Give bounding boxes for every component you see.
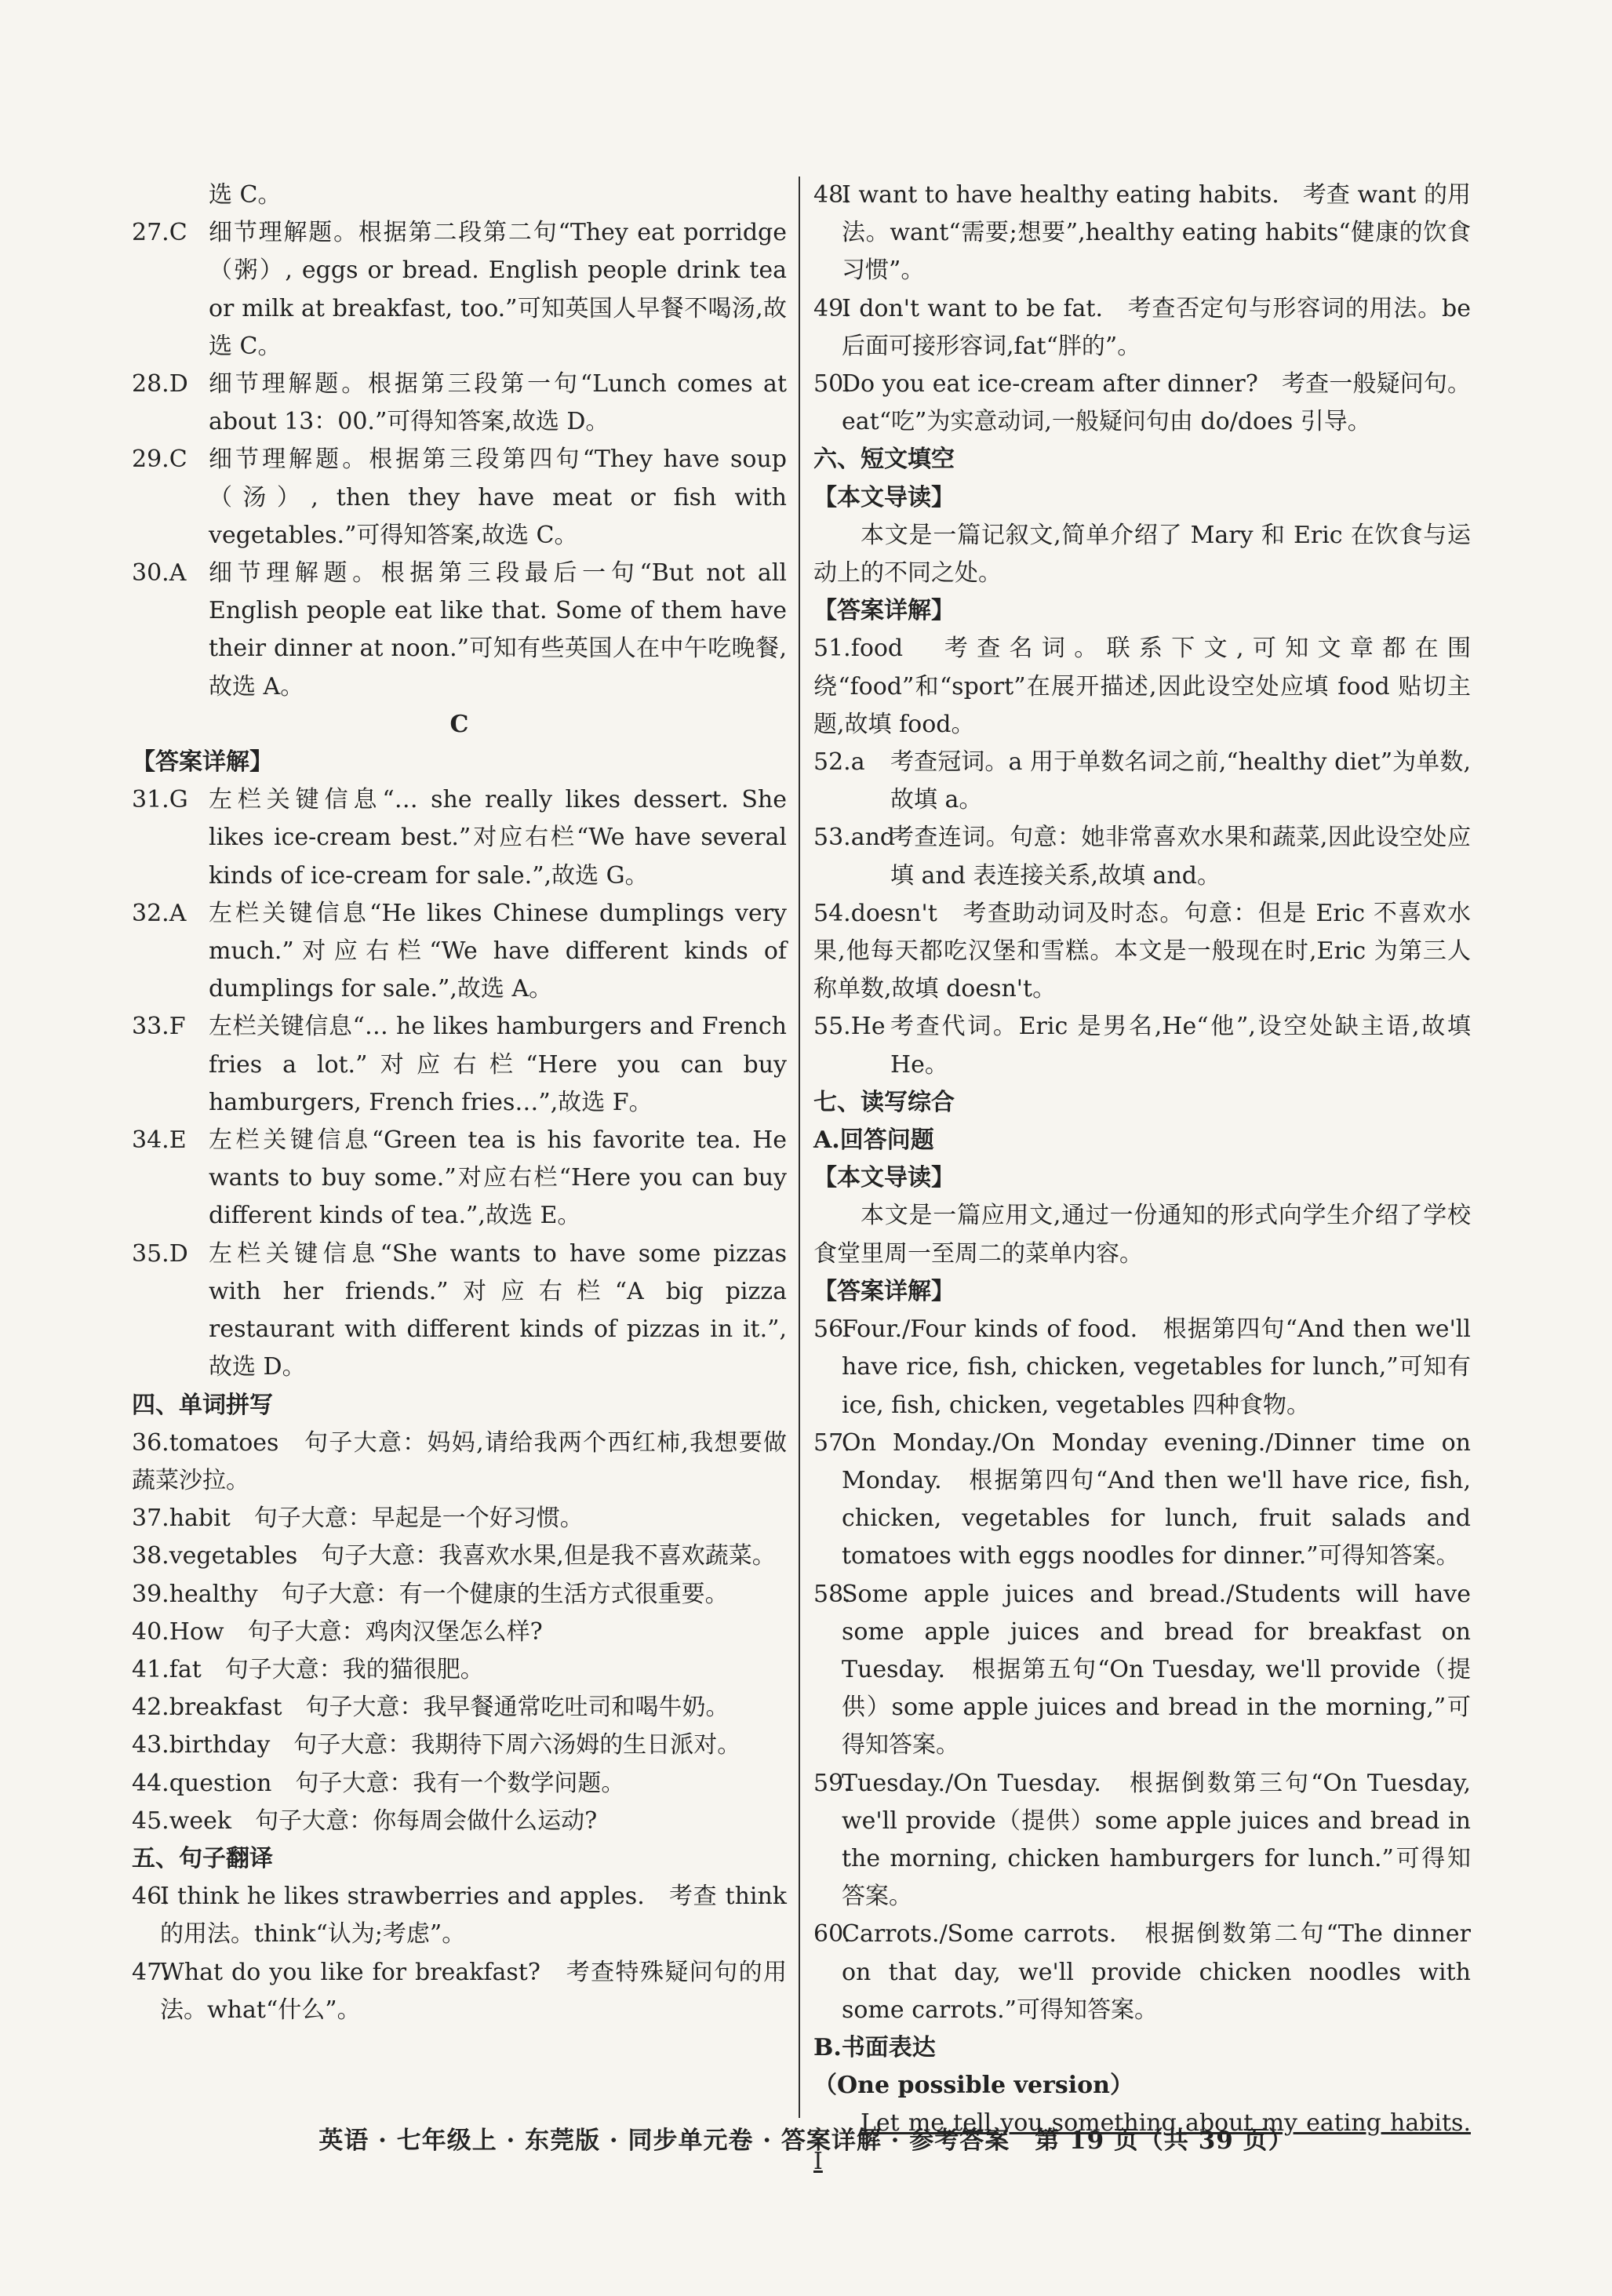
answer-text: 考查助动词及时态。句意：但是 Eric 不喜欢水果,他每天都吃汉堡和雪糕。本文是一般现在时,Eric 为第三人称单数,故填 doesn't。: [813, 899, 1471, 1003]
answer-number: 45.week: [132, 1807, 232, 1835]
paragraph: Let me tell you something about my eating habits. I: [813, 2109, 1471, 2175]
left-column: [132, 176, 787, 2029]
answer-text: What do you like for breakfast? 考查特殊疑问句的用法。what“什么”。: [160, 1958, 787, 2024]
right-column: [813, 176, 1471, 2181]
answer-number: 41.fat: [132, 1655, 202, 1683]
answer-text: Tuesday./On Tuesday. 根据倒数第三句“On Tuesday, we'll provide（提供）some apple juices and bread in the morning, chicken hamburgers for lunch.”可得知答案。: [842, 1769, 1471, 1911]
answer-text: 细节理解题。根据第三段第四句“They have soup（汤）, then they have meat or fish with vegetables.”可得知答案,故选 C。: [209, 446, 787, 549]
answer-number: 40.How: [132, 1617, 224, 1646]
paragraph: 本文是一篇应用文,通过一份通知的形式向学生介绍了学校食堂里周一至周二的菜单内容。: [813, 1202, 1471, 1268]
answer-number: 57.: [813, 1428, 851, 1457]
answer-text: 细节理解题。根据第二段第二句“They eat porridge（粥）, eggs or bread. English people drink tea or milk at breakfast, too.”可知英国人早餐不喝汤,故选 C。: [209, 219, 787, 360]
answer-text: On Monday./On Monday evening./Dinner time on Monday. 根据第四句“And then we'll have rice, fish, chicken, vegetables for lunch, fruit salads and tomatoes with eggs noodles for dinner.”可得知答案。: [842, 1428, 1471, 1570]
answer-text: 左栏关键信息“… he likes hamburgers and French fries a lot.”对应右栏“Here you can buy hamburgers, French fries…”,故选 F。: [209, 1013, 787, 1116]
answer-item: [132, 781, 787, 895]
answer-text: 句子大意：我喜欢水果,但是我不喜欢蔬菜。: [297, 1542, 776, 1570]
answer-item: [132, 1500, 787, 1537]
answer-item: [813, 176, 1471, 290]
answer-item: [132, 555, 787, 706]
answer-text: 句子大意：早起是一个好习惯。: [230, 1505, 584, 1533]
answer-number: 58.: [813, 1580, 851, 1608]
answer-text: I want to have healthy eating habits. 考查 want 的用法。want“需要;想要”,healthy eating habits“健康的饮食习惯”。: [842, 181, 1471, 285]
answer-number: 28.D: [132, 370, 188, 398]
section-heading: 四、单词拼写: [132, 1391, 273, 1419]
answer-item: [813, 1916, 1471, 2029]
answer-number: 50.: [813, 370, 851, 398]
answer-number: 27.C: [132, 219, 187, 247]
answer-text: 句子大意：妈妈,请给我两个西红柿,我想要做蔬菜沙拉。: [132, 1428, 787, 1494]
section-heading: 五、句子翻译: [132, 1844, 273, 1872]
answer-item: [813, 1576, 1471, 1765]
answer-item: [132, 1122, 787, 1235]
answer-item: [813, 895, 1471, 1009]
answer-number: 48.: [813, 181, 851, 209]
section-heading: 六、短文填空: [813, 446, 955, 474]
answer-number: 60.: [813, 1920, 851, 1949]
answer-number: 55.He: [813, 1013, 886, 1041]
answer-number: 30.A: [132, 559, 187, 588]
answer-item: [132, 1008, 787, 1122]
section-heading: A.回答问题: [813, 1126, 934, 1155]
answer-text: Do you eat ice-cream after dinner? 考查一般疑问句。eat“吃”为实意动词,一般疑问句由 do/does 引导。: [842, 370, 1471, 436]
section-heading: 七、读写综合: [813, 1088, 955, 1116]
answer-text: 句子大意：我的猫很肥。: [201, 1655, 484, 1683]
answer-item: [132, 1537, 787, 1575]
bracket-label: 【本文导读】: [813, 1164, 955, 1192]
answer-text: 句子大意：你每周会做什么运动?: [231, 1807, 598, 1835]
answer-number: 33.F: [132, 1013, 186, 1041]
answer-text: 句子大意：有一个健康的生活方式很重要。: [257, 1580, 729, 1608]
answer-number: 44.question: [132, 1769, 272, 1797]
answer-text: I don't want to be fat. 考查否定句与形容词的用法。be 后面可接形容词,fat“胖的”。: [842, 294, 1471, 360]
answer-number: 39.healthy: [132, 1580, 258, 1608]
answer-item: [813, 1311, 1471, 1425]
answer-text: 考查冠词。a 用于单数名词之前,“healthy diet”为单数,故填 a。: [890, 748, 1471, 814]
answer-item: [813, 819, 1471, 894]
answer-number: 31.G: [132, 786, 188, 814]
answer-number: 38.vegetables: [132, 1542, 298, 1570]
answer-item: [132, 214, 787, 366]
answer-item: [813, 744, 1471, 819]
answer-item: [132, 1651, 787, 1689]
bracket-label: 【本文导读】: [813, 483, 955, 511]
answer-text: 句子大意：我期待下周六汤姆的生日派对。: [270, 1731, 741, 1759]
answer-text: Carrots./Some carrots. 根据倒数第二句“The dinner on that day, we'll provide chicken noodles with some carrots.”可得知答案。: [842, 1920, 1471, 2024]
answer-item: [132, 1235, 787, 1387]
answer-text: 考查名词。联系下文,可知文章都在围绕“food”和“sport”在展开描述,因此设空处应填 food 贴切主题,故填 food。: [813, 635, 1471, 738]
answer-number: 36.tomatoes: [132, 1428, 279, 1457]
answer-text: 句子大意：鸡肉汉堡怎么样?: [224, 1617, 543, 1646]
answer-number: 29.C: [132, 446, 187, 474]
answer-text: I think he likes strawberries and apples. 考查 think 的用法。think“认为;考虑”。: [160, 1883, 787, 1949]
answer-item: [132, 1803, 787, 1840]
bracket-label: 【答案详解】: [813, 1277, 955, 1305]
answer-number: 43.birthday: [132, 1731, 271, 1759]
answer-item: [132, 441, 787, 555]
answer-text: 左栏关键信息“He likes Chinese dumplings very much.”对应右栏“We have different kinds of dumplings for sale.”,故选 A。: [209, 899, 787, 1003]
answer-item: [132, 1614, 787, 1651]
answer-number: 53.and: [813, 824, 896, 852]
answer-number: 32.A: [132, 899, 187, 927]
answer-item: [132, 1765, 787, 1803]
column-divider: [799, 176, 800, 2118]
answer-item: [132, 1878, 787, 1953]
answer-text: 左栏关键信息“… she really likes dessert. She likes ice-cream best.”对应右栏“We have several kinds of ice-cream for sale.”,故选 G。: [209, 786, 787, 890]
answer-number: 59.: [813, 1769, 851, 1797]
answer-number: 52.a: [813, 748, 865, 777]
answer-text: 句子大意：我有一个数学问题。: [271, 1769, 625, 1797]
page-footer: 英语 · 七年级上 · 东莞版 · 同步单元卷 · 答案详解 · 参考答案 第 19 页（共 39 页）: [318, 2127, 1294, 2155]
answer-text: 细节理解题。根据第三段第一句“Lunch comes at about 13：00.”可得知答案,故选 D。: [209, 370, 787, 436]
answer-item: [813, 366, 1471, 441]
answer-text: 考查代词。Eric 是男名,He“他”,设空处缺主语,故填 He。: [890, 1013, 1471, 1079]
answer-item: [132, 1727, 787, 1764]
section-heading: B.书面表达: [813, 2033, 936, 2061]
answer-number: 37.habit: [132, 1505, 231, 1533]
answer-text: Some apple juices and bread./Students will have some apple juices and bread for breakfast on Tuesday. 根据第五句“On Tuesday, we'll provide（提供）some apple juices and bread in the morning,”可得知答案。: [842, 1580, 1471, 1759]
answer-text: 考查连词。句意：她非常喜欢水果和蔬菜,因此设空处应填 and 表连接关系,故填 and。: [890, 824, 1471, 890]
answer-number: 56.: [813, 1315, 851, 1344]
answer-item: [132, 1425, 787, 1500]
answer-number: 46.: [132, 1883, 169, 1911]
answer-text: 左栏关键信息“Green tea is his favorite tea. He wants to buy some.”对应右栏“Here you can buy different kinds of tea.”,故选 E。: [209, 1126, 787, 1230]
answer-item: [132, 1954, 787, 2029]
answer-item: [132, 366, 787, 441]
answer-text: Four./Four kinds of food. 根据第四句“And then we'll have rice, fish, chicken, vegetables for lunch,”可知有 ice, fish, chicken, vegetables 四种食物。: [842, 1315, 1471, 1419]
bracket-label: 【答案详解】: [132, 748, 273, 777]
answer-item: [813, 1008, 1471, 1083]
answer-text: 细节理解题。根据第三段最后一句“But not all English people eat like that. Some of them have their dinner at noon.”可知有些英国人在中午吃晚餐,故选 A。: [209, 559, 787, 700]
answer-number: 35.D: [132, 1239, 188, 1268]
part-heading: C: [449, 710, 469, 738]
answer-number: 47.: [132, 1958, 169, 1986]
answer-item: [132, 895, 787, 1009]
answer-number: 34.E: [132, 1126, 187, 1155]
answer-number: 49.: [813, 294, 851, 322]
answer-number: 51.food: [813, 635, 904, 663]
answer-item: [813, 1765, 1471, 1916]
paragraph: 本文是一篇记叙文,简单介绍了 Mary 和 Eric 在饮食与运动上的不同之处。: [813, 521, 1471, 588]
answer-text: 句子大意：我早餐通常吃吐司和喝牛奶。: [282, 1694, 730, 1722]
answer-number: 54.doesn't: [813, 899, 937, 927]
answer-text: 左栏关键信息“She wants to have some pizzas with her friends.”对应右栏“A big pizza restaurant with different kinds of pizzas in it.”,故选 D。: [209, 1239, 787, 1381]
answer-item: [813, 1425, 1471, 1576]
answer-item: [132, 1689, 787, 1727]
answer-number: 42.breakfast: [132, 1694, 282, 1722]
answer-item: [813, 290, 1471, 366]
section-heading: （One possible version）: [813, 2072, 1133, 2100]
bracket-label: 【答案详解】: [813, 597, 955, 625]
answer-item: [813, 630, 1471, 744]
answer-item: [132, 1576, 787, 1614]
continued-text: 选 C。: [209, 181, 282, 209]
